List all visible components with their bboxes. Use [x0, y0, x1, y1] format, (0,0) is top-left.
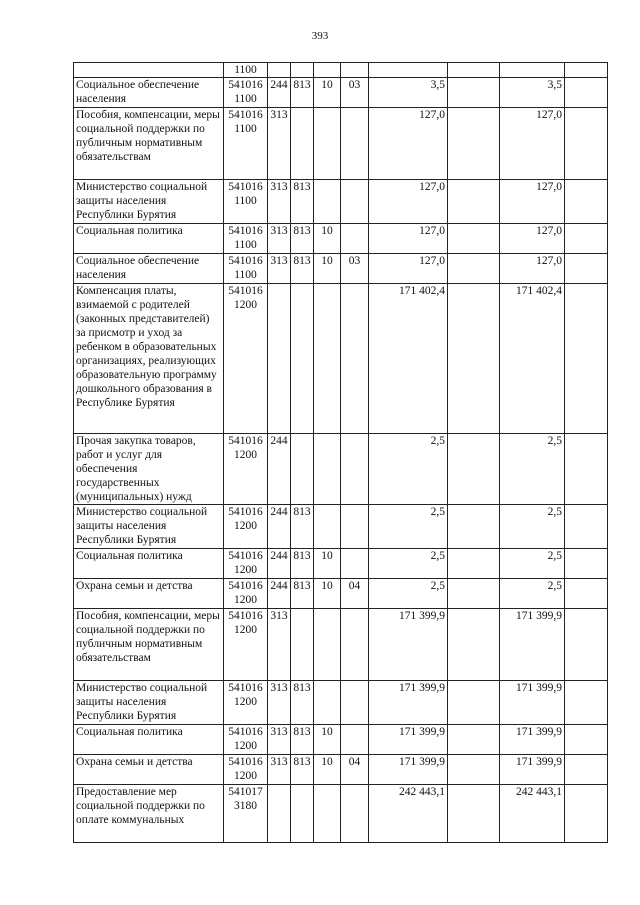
- section-cell: 10: [314, 224, 341, 254]
- subsection-cell: [341, 108, 369, 180]
- department-cell: [291, 785, 314, 843]
- subsection-cell: [341, 609, 369, 681]
- subsection-cell: 04: [341, 579, 369, 609]
- department-cell: [291, 609, 314, 681]
- expense-type-cell: 313: [268, 681, 291, 725]
- target-code-cell: 541016 1200: [224, 681, 268, 725]
- federal-amount-cell: [448, 609, 500, 681]
- row-name-cell: Предоставление мер социальной поддержки по оплате коммунальных: [74, 785, 224, 843]
- department-cell: [291, 63, 314, 78]
- notes-cell: [565, 224, 608, 254]
- expense-type-cell: [268, 785, 291, 843]
- federal-amount-cell: [448, 78, 500, 108]
- row-name-cell: [74, 63, 224, 78]
- target-code-cell: 541016 1200: [224, 284, 268, 434]
- department-cell: 813: [291, 180, 314, 224]
- row-name-cell: Охрана семьи и детства: [74, 755, 224, 785]
- section-cell: [314, 284, 341, 434]
- regional-amount-cell: 171 399,9: [500, 681, 565, 725]
- department-cell: [291, 108, 314, 180]
- notes-cell: [565, 755, 608, 785]
- table-row: [74, 434, 608, 505]
- section-cell: 10: [314, 755, 341, 785]
- total-amount-cell: 127,0: [369, 108, 448, 180]
- target-code-cell: 541016 1200: [224, 725, 268, 755]
- department-cell: 813: [291, 549, 314, 579]
- department-cell: 813: [291, 579, 314, 609]
- subsection-cell: 03: [341, 254, 369, 284]
- subsection-cell: [341, 785, 369, 843]
- table-row: [74, 681, 608, 725]
- table-row: [74, 505, 608, 549]
- expense-type-cell: 244: [268, 579, 291, 609]
- notes-cell: [565, 785, 608, 843]
- section-cell: [314, 63, 341, 78]
- total-amount-cell: 171 399,9: [369, 755, 448, 785]
- section-cell: [314, 434, 341, 505]
- federal-amount-cell: [448, 505, 500, 549]
- budget-table: [73, 62, 608, 843]
- expense-type-cell: [268, 284, 291, 434]
- table-row: [74, 549, 608, 579]
- regional-amount-cell: 171 399,9: [500, 725, 565, 755]
- table-row: [74, 78, 608, 108]
- table-row: [74, 755, 608, 785]
- notes-cell: [565, 434, 608, 505]
- regional-amount-cell: 171 399,9: [500, 755, 565, 785]
- expense-type-cell: 244: [268, 78, 291, 108]
- department-cell: 813: [291, 78, 314, 108]
- total-amount-cell: 171 399,9: [369, 725, 448, 755]
- row-name-cell: Социальная политика: [74, 224, 224, 254]
- section-cell: 10: [314, 78, 341, 108]
- total-amount-cell: 2,5: [369, 579, 448, 609]
- section-cell: 10: [314, 254, 341, 284]
- target-code-cell: 541016 1100: [224, 254, 268, 284]
- total-amount-cell: 171 399,9: [369, 609, 448, 681]
- target-code-cell: 541016 1100: [224, 108, 268, 180]
- regional-amount-cell: 2,5: [500, 579, 565, 609]
- table-row: [74, 284, 608, 434]
- section-cell: [314, 785, 341, 843]
- target-code-cell: 541016 1200: [224, 434, 268, 505]
- subsection-cell: [341, 549, 369, 579]
- row-name-cell: Министерство социальной защиты населения Республики Бурятия: [74, 505, 224, 549]
- total-amount-cell: 127,0: [369, 180, 448, 224]
- federal-amount-cell: [448, 180, 500, 224]
- regional-amount-cell: 3,5: [500, 78, 565, 108]
- expense-type-cell: 244: [268, 549, 291, 579]
- table-row: [74, 609, 608, 681]
- federal-amount-cell: [448, 755, 500, 785]
- table-body: [74, 63, 608, 843]
- regional-amount-cell: 2,5: [500, 505, 565, 549]
- regional-amount-cell: 127,0: [500, 180, 565, 224]
- total-amount-cell: 171 402,4: [369, 284, 448, 434]
- regional-amount-cell: 127,0: [500, 224, 565, 254]
- total-amount-cell: 127,0: [369, 254, 448, 284]
- subsection-cell: [341, 725, 369, 755]
- target-code-cell: 541016 1100: [224, 78, 268, 108]
- table-row: [74, 785, 608, 843]
- row-name-cell: Охрана семьи и детства: [74, 579, 224, 609]
- subsection-cell: 03: [341, 78, 369, 108]
- department-cell: 813: [291, 725, 314, 755]
- department-cell: [291, 434, 314, 505]
- department-cell: [291, 284, 314, 434]
- expense-type-cell: 313: [268, 725, 291, 755]
- target-code-cell: 541016 1200: [224, 549, 268, 579]
- department-cell: 813: [291, 224, 314, 254]
- notes-cell: [565, 108, 608, 180]
- target-code-cell: 1100: [224, 63, 268, 78]
- regional-amount-cell: 2,5: [500, 549, 565, 579]
- row-name-cell: Социальная политика: [74, 725, 224, 755]
- expense-type-cell: 313: [268, 180, 291, 224]
- department-cell: 813: [291, 254, 314, 284]
- notes-cell: [565, 549, 608, 579]
- target-code-cell: 541017 3180: [224, 785, 268, 843]
- expense-type-cell: 244: [268, 505, 291, 549]
- federal-amount-cell: [448, 681, 500, 725]
- department-cell: 813: [291, 505, 314, 549]
- target-code-cell: 541016 1200: [224, 609, 268, 681]
- regional-amount-cell: 127,0: [500, 254, 565, 284]
- regional-amount-cell: 242 443,1: [500, 785, 565, 843]
- target-code-cell: 541016 1200: [224, 755, 268, 785]
- table-row: [74, 108, 608, 180]
- table-row: [74, 224, 608, 254]
- subsection-cell: [341, 505, 369, 549]
- expense-type-cell: [268, 63, 291, 78]
- expense-type-cell: 313: [268, 108, 291, 180]
- federal-amount-cell: [448, 284, 500, 434]
- table-row: [74, 579, 608, 609]
- section-cell: [314, 505, 341, 549]
- subsection-cell: [341, 284, 369, 434]
- row-name-cell: Прочая закупка товаров, работ и услуг для обеспечения государственных (муниципальных) нужд: [74, 434, 224, 505]
- notes-cell: [565, 725, 608, 755]
- notes-cell: [565, 681, 608, 725]
- federal-amount-cell: [448, 785, 500, 843]
- regional-amount-cell: 171 402,4: [500, 284, 565, 434]
- subsection-cell: [341, 63, 369, 78]
- expense-type-cell: 313: [268, 224, 291, 254]
- subsection-cell: 04: [341, 755, 369, 785]
- expense-type-cell: 313: [268, 755, 291, 785]
- federal-amount-cell: [448, 434, 500, 505]
- federal-amount-cell: [448, 224, 500, 254]
- total-amount-cell: [369, 63, 448, 78]
- total-amount-cell: 2,5: [369, 505, 448, 549]
- notes-cell: [565, 609, 608, 681]
- total-amount-cell: 171 399,9: [369, 681, 448, 725]
- subsection-cell: [341, 681, 369, 725]
- target-code-cell: 541016 1200: [224, 579, 268, 609]
- table-row: [74, 180, 608, 224]
- row-name-cell: Министерство социальной защиты населения Республики Бурятия: [74, 180, 224, 224]
- federal-amount-cell: [448, 549, 500, 579]
- federal-amount-cell: [448, 108, 500, 180]
- regional-amount-cell: [500, 63, 565, 78]
- regional-amount-cell: 127,0: [500, 108, 565, 180]
- target-code-cell: 541016 1100: [224, 224, 268, 254]
- target-code-cell: 541016 1200: [224, 505, 268, 549]
- subsection-cell: [341, 180, 369, 224]
- federal-amount-cell: [448, 725, 500, 755]
- regional-amount-cell: 2,5: [500, 434, 565, 505]
- expense-type-cell: 313: [268, 254, 291, 284]
- row-name-cell: Социальная политика: [74, 549, 224, 579]
- federal-amount-cell: [448, 579, 500, 609]
- row-name-cell: Министерство социальной защиты населения Республики Бурятия: [74, 681, 224, 725]
- notes-cell: [565, 78, 608, 108]
- section-cell: [314, 681, 341, 725]
- section-cell: [314, 180, 341, 224]
- subsection-cell: [341, 434, 369, 505]
- row-name-cell: Социальное обеспечение населения: [74, 254, 224, 284]
- subsection-cell: [341, 224, 369, 254]
- section-cell: [314, 108, 341, 180]
- total-amount-cell: 127,0: [369, 224, 448, 254]
- row-name-cell: Пособия, компенсации, меры социальной поддержки по публичным нормативным обязательствам: [74, 609, 224, 681]
- department-cell: 813: [291, 755, 314, 785]
- notes-cell: [565, 505, 608, 549]
- department-cell: 813: [291, 681, 314, 725]
- section-cell: 10: [314, 579, 341, 609]
- notes-cell: [565, 579, 608, 609]
- regional-amount-cell: 171 399,9: [500, 609, 565, 681]
- target-code-cell: 541016 1100: [224, 180, 268, 224]
- notes-cell: [565, 180, 608, 224]
- expense-type-cell: 313: [268, 609, 291, 681]
- page-number: 393: [311, 30, 329, 42]
- row-name-cell: Компенсация платы, взимаемой с родителей (законных представителей) за присмотр и уход за ребенком в образовательных организациях, реализующих образовательную программу дошкольного образования в Республике Бурятия: [74, 284, 224, 434]
- table-row: [74, 254, 608, 284]
- notes-cell: [565, 254, 608, 284]
- section-cell: 10: [314, 725, 341, 755]
- total-amount-cell: 2,5: [369, 549, 448, 579]
- expense-type-cell: 244: [268, 434, 291, 505]
- section-cell: [314, 609, 341, 681]
- table-row: [74, 63, 608, 78]
- row-name-cell: Социальное обеспечение населения: [74, 78, 224, 108]
- total-amount-cell: 242 443,1: [369, 785, 448, 843]
- federal-amount-cell: [448, 63, 500, 78]
- federal-amount-cell: [448, 254, 500, 284]
- notes-cell: [565, 63, 608, 78]
- total-amount-cell: 3,5: [369, 78, 448, 108]
- section-cell: 10: [314, 549, 341, 579]
- notes-cell: [565, 284, 608, 434]
- table-row: [74, 725, 608, 755]
- total-amount-cell: 2,5: [369, 434, 448, 505]
- row-name-cell: Пособия, компенсации, меры социальной поддержки по публичным нормативным обязательствам: [74, 108, 224, 180]
